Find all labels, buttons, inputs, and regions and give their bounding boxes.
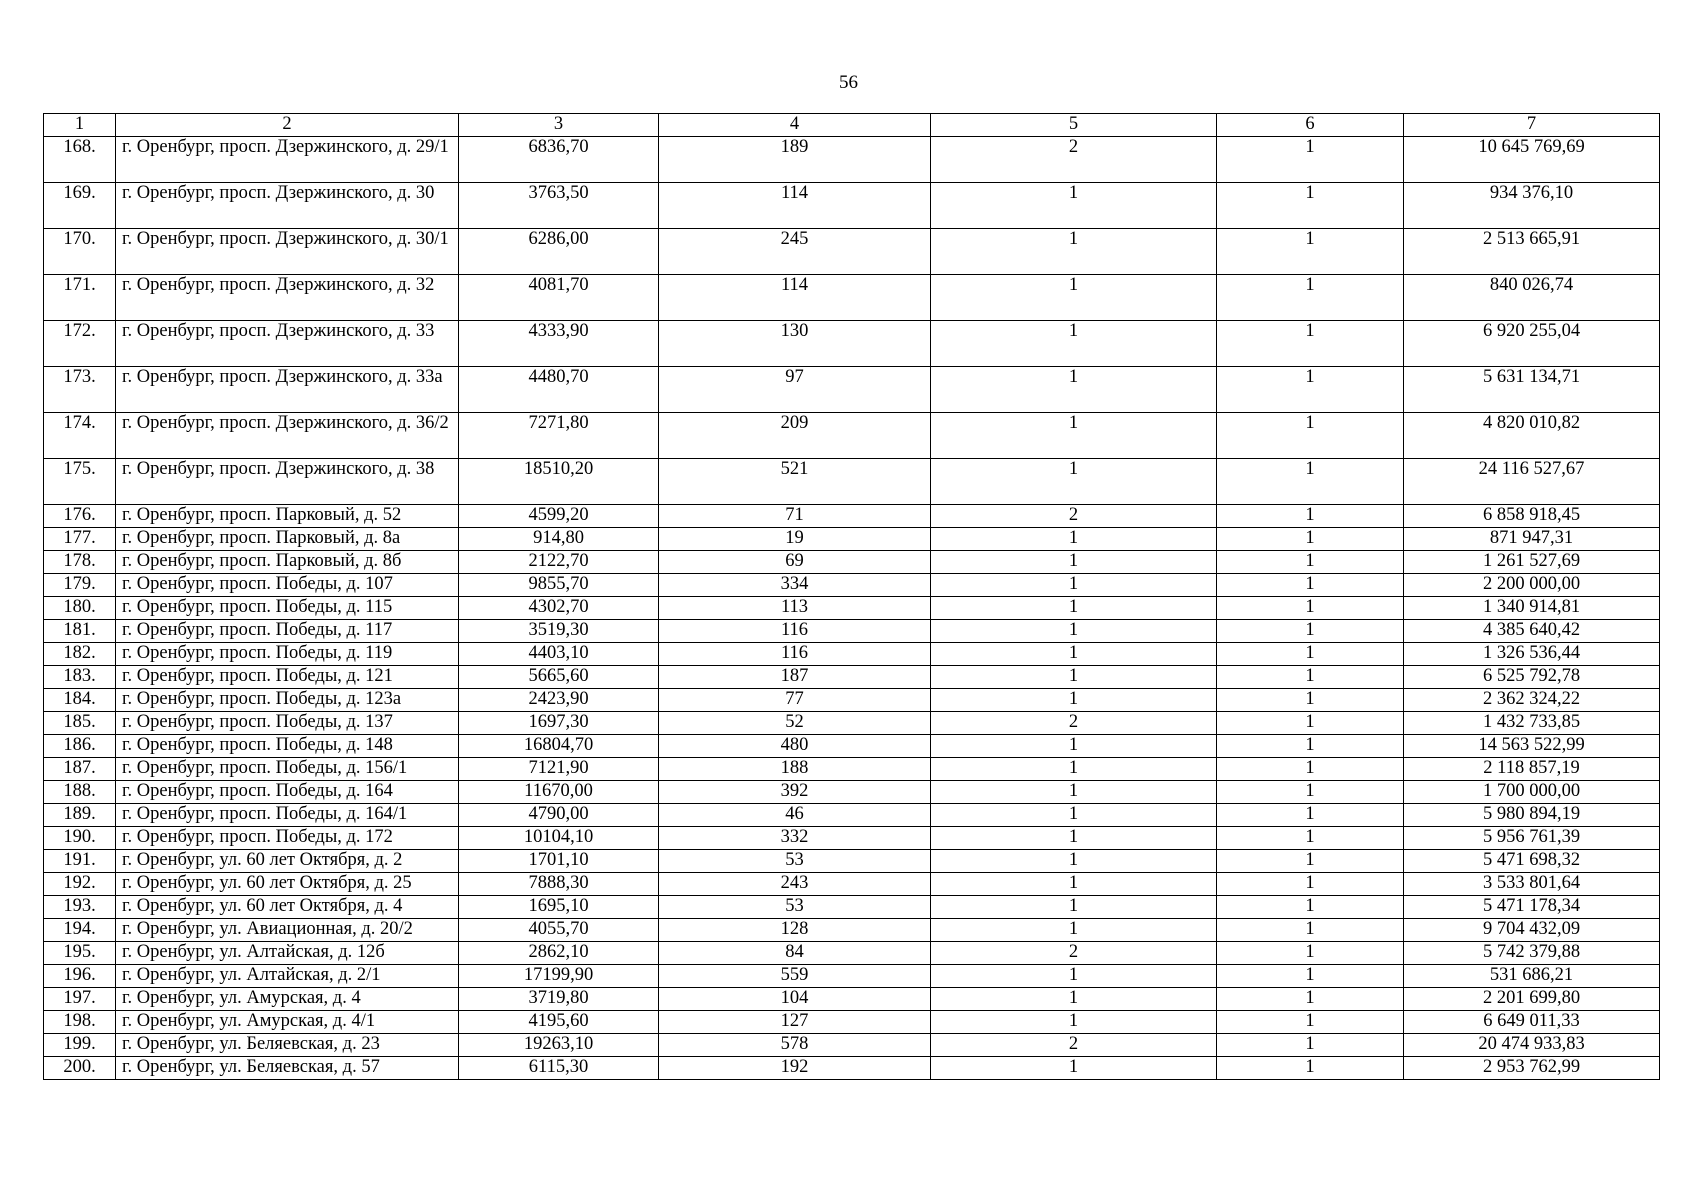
column-6-cell: 1 [1217, 275, 1404, 321]
column-6-cell: 1 [1217, 459, 1404, 505]
column-4-cell: 187 [659, 666, 931, 689]
column-5-cell: 2 [931, 1034, 1217, 1057]
address-cell: г. Оренбург, просп. Дзержинского, д. 30 [116, 183, 459, 229]
address-cell: г. Оренбург, просп. Победы, д. 148 [116, 735, 459, 758]
row-number-cell: 188. [44, 781, 116, 804]
column-3-cell: 16804,70 [459, 735, 659, 758]
address-cell: г. Оренбург, ул. 60 лет Октября, д. 25 [116, 873, 459, 896]
column-5-cell: 1 [931, 781, 1217, 804]
column-5-cell: 1 [931, 896, 1217, 919]
table-row [44, 413, 1660, 459]
column-6-cell: 1 [1217, 781, 1404, 804]
row-number-cell: 197. [44, 988, 116, 1011]
row-number-cell: 170. [44, 229, 116, 275]
column-5-cell: 1 [931, 321, 1217, 367]
column-6-cell: 1 [1217, 413, 1404, 459]
column-3-cell: 4790,00 [459, 804, 659, 827]
address-cell: г. Оренбург, ул. Алтайская, д. 12б [116, 942, 459, 965]
row-number-cell: 187. [44, 758, 116, 781]
row-number-cell: 198. [44, 1011, 116, 1034]
table-row [44, 321, 1660, 367]
table-row [44, 459, 1660, 505]
registry-table [43, 113, 1660, 1080]
address-cell: г. Оренбург, просп. Победы, д. 172 [116, 827, 459, 850]
row-number-cell: 177. [44, 528, 116, 551]
row-number-cell: 190. [44, 827, 116, 850]
column-3-cell: 914,80 [459, 528, 659, 551]
column-4-cell: 71 [659, 505, 931, 528]
column-3-cell: 1697,30 [459, 712, 659, 735]
row-number-cell: 189. [44, 804, 116, 827]
table-row [44, 758, 1660, 781]
table-row [44, 1034, 1660, 1057]
column-6-cell: 1 [1217, 229, 1404, 275]
table-header [44, 114, 1660, 137]
column-4-cell: 114 [659, 275, 931, 321]
column-3-cell: 1701,10 [459, 850, 659, 873]
header-cell: 2 [116, 114, 459, 137]
column-5-cell: 2 [931, 505, 1217, 528]
column-7-cell: 4 385 640,42 [1404, 620, 1660, 643]
column-7-cell: 2 118 857,19 [1404, 758, 1660, 781]
column-7-cell: 20 474 933,83 [1404, 1034, 1660, 1057]
column-3-cell: 2122,70 [459, 551, 659, 574]
column-4-cell: 189 [659, 137, 931, 183]
table-row [44, 1057, 1660, 1080]
table-row [44, 827, 1660, 850]
column-4-cell: 53 [659, 850, 931, 873]
header-cell: 6 [1217, 114, 1404, 137]
row-number-cell: 178. [44, 551, 116, 574]
table-row [44, 183, 1660, 229]
column-4-cell: 192 [659, 1057, 931, 1080]
row-number-cell: 192. [44, 873, 116, 896]
column-5-cell: 1 [931, 850, 1217, 873]
column-7-cell: 1 432 733,85 [1404, 712, 1660, 735]
column-7-cell: 1 326 536,44 [1404, 643, 1660, 666]
column-4-cell: 521 [659, 459, 931, 505]
column-4-cell: 130 [659, 321, 931, 367]
row-number-cell: 183. [44, 666, 116, 689]
row-number-cell: 200. [44, 1057, 116, 1080]
column-7-cell: 14 563 522,99 [1404, 735, 1660, 758]
address-cell: г. Оренбург, просп. Победы, д. 164/1 [116, 804, 459, 827]
address-cell: г. Оренбург, просп. Победы, д. 137 [116, 712, 459, 735]
column-6-cell: 1 [1217, 367, 1404, 413]
address-cell: г. Оренбург, просп. Парковый, д. 8б [116, 551, 459, 574]
row-number-cell: 186. [44, 735, 116, 758]
column-3-cell: 4333,90 [459, 321, 659, 367]
table-row [44, 712, 1660, 735]
column-5-cell: 1 [931, 666, 1217, 689]
row-number-cell: 180. [44, 597, 116, 620]
address-cell: г. Оренбург, просп. Победы, д. 156/1 [116, 758, 459, 781]
column-5-cell: 1 [931, 528, 1217, 551]
column-6-cell: 1 [1217, 551, 1404, 574]
address-cell: г. Оренбург, ул. 60 лет Октября, д. 2 [116, 850, 459, 873]
column-3-cell: 4302,70 [459, 597, 659, 620]
column-6-cell: 1 [1217, 827, 1404, 850]
column-7-cell: 5 980 894,19 [1404, 804, 1660, 827]
column-4-cell: 53 [659, 896, 931, 919]
column-7-cell: 2 201 699,80 [1404, 988, 1660, 1011]
column-4-cell: 104 [659, 988, 931, 1011]
table-row [44, 873, 1660, 896]
column-5-cell: 1 [931, 873, 1217, 896]
column-5-cell: 1 [931, 827, 1217, 850]
column-7-cell: 934 376,10 [1404, 183, 1660, 229]
column-4-cell: 209 [659, 413, 931, 459]
address-cell: г. Оренбург, просп. Парковый, д. 52 [116, 505, 459, 528]
column-6-cell: 1 [1217, 873, 1404, 896]
column-7-cell: 5 742 379,88 [1404, 942, 1660, 965]
table-row [44, 942, 1660, 965]
column-5-cell: 1 [931, 1057, 1217, 1080]
column-5-cell: 1 [931, 758, 1217, 781]
column-5-cell: 1 [931, 643, 1217, 666]
column-6-cell: 1 [1217, 965, 1404, 988]
column-5-cell: 2 [931, 712, 1217, 735]
header-cell: 4 [659, 114, 931, 137]
address-cell: г. Оренбург, просп. Победы, д. 164 [116, 781, 459, 804]
column-7-cell: 3 533 801,64 [1404, 873, 1660, 896]
column-4-cell: 188 [659, 758, 931, 781]
column-3-cell: 6115,30 [459, 1057, 659, 1080]
column-7-cell: 24 116 527,67 [1404, 459, 1660, 505]
column-7-cell: 6 649 011,33 [1404, 1011, 1660, 1034]
column-5-cell: 1 [931, 413, 1217, 459]
column-7-cell: 2 200 000,00 [1404, 574, 1660, 597]
column-3-cell: 1695,10 [459, 896, 659, 919]
column-7-cell: 840 026,74 [1404, 275, 1660, 321]
column-7-cell: 2 362 324,22 [1404, 689, 1660, 712]
row-number-cell: 169. [44, 183, 116, 229]
row-number-cell: 193. [44, 896, 116, 919]
table-row [44, 597, 1660, 620]
column-3-cell: 19263,10 [459, 1034, 659, 1057]
table-row [44, 574, 1660, 597]
column-5-cell: 1 [931, 367, 1217, 413]
column-3-cell: 7121,90 [459, 758, 659, 781]
column-4-cell: 46 [659, 804, 931, 827]
column-7-cell: 871 947,31 [1404, 528, 1660, 551]
column-4-cell: 114 [659, 183, 931, 229]
address-cell: г. Оренбург, просп. Дзержинского, д. 29/1 [116, 137, 459, 183]
column-6-cell: 1 [1217, 1057, 1404, 1080]
table-row [44, 965, 1660, 988]
row-number-cell: 199. [44, 1034, 116, 1057]
column-7-cell: 6 920 255,04 [1404, 321, 1660, 367]
table-row [44, 896, 1660, 919]
table-row [44, 643, 1660, 666]
column-7-cell: 1 340 914,81 [1404, 597, 1660, 620]
table-row [44, 804, 1660, 827]
column-5-cell: 2 [931, 137, 1217, 183]
column-5-cell: 1 [931, 919, 1217, 942]
address-cell: г. Оренбург, просп. Дзержинского, д. 32 [116, 275, 459, 321]
column-6-cell: 1 [1217, 988, 1404, 1011]
column-6-cell: 1 [1217, 183, 1404, 229]
address-cell: г. Оренбург, просп. Парковый, д. 8а [116, 528, 459, 551]
table-row [44, 735, 1660, 758]
column-3-cell: 3763,50 [459, 183, 659, 229]
column-3-cell: 2862,10 [459, 942, 659, 965]
table-row [44, 229, 1660, 275]
column-6-cell: 1 [1217, 850, 1404, 873]
row-number-cell: 176. [44, 505, 116, 528]
row-number-cell: 191. [44, 850, 116, 873]
column-5-cell: 1 [931, 275, 1217, 321]
table-row [44, 988, 1660, 1011]
row-number-cell: 174. [44, 413, 116, 459]
table-row [44, 919, 1660, 942]
column-4-cell: 332 [659, 827, 931, 850]
column-3-cell: 10104,10 [459, 827, 659, 850]
table-row [44, 850, 1660, 873]
address-cell: г. Оренбург, просп. Победы, д. 121 [116, 666, 459, 689]
column-3-cell: 4480,70 [459, 367, 659, 413]
column-4-cell: 480 [659, 735, 931, 758]
column-7-cell: 1 261 527,69 [1404, 551, 1660, 574]
column-4-cell: 245 [659, 229, 931, 275]
column-4-cell: 128 [659, 919, 931, 942]
column-4-cell: 113 [659, 597, 931, 620]
address-cell: г. Оренбург, ул. Авиационная, д. 20/2 [116, 919, 459, 942]
address-cell: г. Оренбург, просп. Дзержинского, д. 38 [116, 459, 459, 505]
column-6-cell: 1 [1217, 321, 1404, 367]
column-6-cell: 1 [1217, 896, 1404, 919]
column-6-cell: 1 [1217, 712, 1404, 735]
column-5-cell: 1 [931, 988, 1217, 1011]
column-6-cell: 1 [1217, 643, 1404, 666]
column-3-cell: 4195,60 [459, 1011, 659, 1034]
column-3-cell: 3719,80 [459, 988, 659, 1011]
column-7-cell: 9 704 432,09 [1404, 919, 1660, 942]
column-7-cell: 5 471 178,34 [1404, 896, 1660, 919]
column-7-cell: 2 953 762,99 [1404, 1057, 1660, 1080]
table-row [44, 551, 1660, 574]
column-3-cell: 2423,90 [459, 689, 659, 712]
table-row [44, 528, 1660, 551]
table-row [44, 666, 1660, 689]
column-3-cell: 3519,30 [459, 620, 659, 643]
column-5-cell: 1 [931, 1011, 1217, 1034]
column-7-cell: 2 513 665,91 [1404, 229, 1660, 275]
column-4-cell: 116 [659, 620, 931, 643]
column-3-cell: 6286,00 [459, 229, 659, 275]
row-number-cell: 171. [44, 275, 116, 321]
column-3-cell: 4599,20 [459, 505, 659, 528]
column-3-cell: 17199,90 [459, 965, 659, 988]
column-4-cell: 52 [659, 712, 931, 735]
address-cell: г. Оренбург, ул. Амурская, д. 4 [116, 988, 459, 1011]
address-cell: г. Оренбург, просп. Дзержинского, д. 30/1 [116, 229, 459, 275]
column-7-cell: 6 858 918,45 [1404, 505, 1660, 528]
column-6-cell: 1 [1217, 620, 1404, 643]
column-4-cell: 77 [659, 689, 931, 712]
column-3-cell: 4055,70 [459, 919, 659, 942]
address-cell: г. Оренбург, ул. Алтайская, д. 2/1 [116, 965, 459, 988]
address-cell: г. Оренбург, просп. Победы, д. 117 [116, 620, 459, 643]
column-5-cell: 1 [931, 735, 1217, 758]
table-row [44, 781, 1660, 804]
column-5-cell: 1 [931, 965, 1217, 988]
address-cell: г. Оренбург, просп. Победы, д. 107 [116, 574, 459, 597]
row-number-cell: 184. [44, 689, 116, 712]
column-7-cell: 5 631 134,71 [1404, 367, 1660, 413]
column-3-cell: 7271,80 [459, 413, 659, 459]
header-cell: 7 [1404, 114, 1660, 137]
column-4-cell: 84 [659, 942, 931, 965]
column-5-cell: 1 [931, 620, 1217, 643]
column-4-cell: 127 [659, 1011, 931, 1034]
address-cell: г. Оренбург, просп. Победы, д. 119 [116, 643, 459, 666]
column-4-cell: 559 [659, 965, 931, 988]
column-6-cell: 1 [1217, 735, 1404, 758]
column-6-cell: 1 [1217, 942, 1404, 965]
column-3-cell: 4081,70 [459, 275, 659, 321]
column-7-cell: 1 700 000,00 [1404, 781, 1660, 804]
column-3-cell: 18510,20 [459, 459, 659, 505]
column-6-cell: 1 [1217, 919, 1404, 942]
column-6-cell: 1 [1217, 1011, 1404, 1034]
table-row [44, 689, 1660, 712]
column-3-cell: 11670,00 [459, 781, 659, 804]
address-cell: г. Оренбург, просп. Победы, д. 123а [116, 689, 459, 712]
table-row [44, 1011, 1660, 1034]
row-number-cell: 195. [44, 942, 116, 965]
column-5-cell: 2 [931, 942, 1217, 965]
address-cell: г. Оренбург, просп. Дзержинского, д. 33 [116, 321, 459, 367]
row-number-cell: 182. [44, 643, 116, 666]
column-7-cell: 6 525 792,78 [1404, 666, 1660, 689]
column-6-cell: 1 [1217, 505, 1404, 528]
row-number-cell: 172. [44, 321, 116, 367]
column-4-cell: 334 [659, 574, 931, 597]
column-5-cell: 1 [931, 229, 1217, 275]
row-number-cell: 196. [44, 965, 116, 988]
table-body [44, 137, 1660, 1080]
row-number-cell: 173. [44, 367, 116, 413]
column-7-cell: 5 471 698,32 [1404, 850, 1660, 873]
column-6-cell: 1 [1217, 574, 1404, 597]
table-row [44, 275, 1660, 321]
column-7-cell: 5 956 761,39 [1404, 827, 1660, 850]
row-number-cell: 185. [44, 712, 116, 735]
column-6-cell: 1 [1217, 137, 1404, 183]
address-cell: г. Оренбург, просп. Победы, д. 115 [116, 597, 459, 620]
address-cell: г. Оренбург, просп. Дзержинского, д. 33а [116, 367, 459, 413]
header-cell: 5 [931, 114, 1217, 137]
column-6-cell: 1 [1217, 528, 1404, 551]
row-number-cell: 194. [44, 919, 116, 942]
column-3-cell: 5665,60 [459, 666, 659, 689]
column-6-cell: 1 [1217, 689, 1404, 712]
column-4-cell: 19 [659, 528, 931, 551]
table-row [44, 505, 1660, 528]
row-number-cell: 181. [44, 620, 116, 643]
column-5-cell: 1 [931, 459, 1217, 505]
page-number: 56 [839, 72, 858, 93]
column-6-cell: 1 [1217, 597, 1404, 620]
column-4-cell: 69 [659, 551, 931, 574]
column-7-cell: 531 686,21 [1404, 965, 1660, 988]
column-4-cell: 116 [659, 643, 931, 666]
column-5-cell: 1 [931, 551, 1217, 574]
column-7-cell: 4 820 010,82 [1404, 413, 1660, 459]
table-row [44, 367, 1660, 413]
column-4-cell: 97 [659, 367, 931, 413]
address-cell: г. Оренбург, ул. Амурская, д. 4/1 [116, 1011, 459, 1034]
column-6-cell: 1 [1217, 1034, 1404, 1057]
table-row [44, 137, 1660, 183]
column-5-cell: 1 [931, 183, 1217, 229]
column-6-cell: 1 [1217, 666, 1404, 689]
column-3-cell: 4403,10 [459, 643, 659, 666]
column-5-cell: 1 [931, 597, 1217, 620]
column-3-cell: 9855,70 [459, 574, 659, 597]
column-3-cell: 6836,70 [459, 137, 659, 183]
header-cell: 1 [44, 114, 116, 137]
row-number-cell: 175. [44, 459, 116, 505]
column-6-cell: 1 [1217, 804, 1404, 827]
address-cell: г. Оренбург, ул. Беляевская, д. 23 [116, 1034, 459, 1057]
column-5-cell: 1 [931, 574, 1217, 597]
header-row [44, 114, 1660, 137]
column-7-cell: 10 645 769,69 [1404, 137, 1660, 183]
address-cell: г. Оренбург, ул. 60 лет Октября, д. 4 [116, 896, 459, 919]
column-4-cell: 392 [659, 781, 931, 804]
column-6-cell: 1 [1217, 758, 1404, 781]
row-number-cell: 179. [44, 574, 116, 597]
header-cell: 3 [459, 114, 659, 137]
column-4-cell: 578 [659, 1034, 931, 1057]
column-5-cell: 1 [931, 689, 1217, 712]
column-4-cell: 243 [659, 873, 931, 896]
row-number-cell: 168. [44, 137, 116, 183]
table-row [44, 620, 1660, 643]
address-cell: г. Оренбург, ул. Беляевская, д. 57 [116, 1057, 459, 1080]
column-3-cell: 7888,30 [459, 873, 659, 896]
address-cell: г. Оренбург, просп. Дзержинского, д. 36/2 [116, 413, 459, 459]
column-5-cell: 1 [931, 804, 1217, 827]
